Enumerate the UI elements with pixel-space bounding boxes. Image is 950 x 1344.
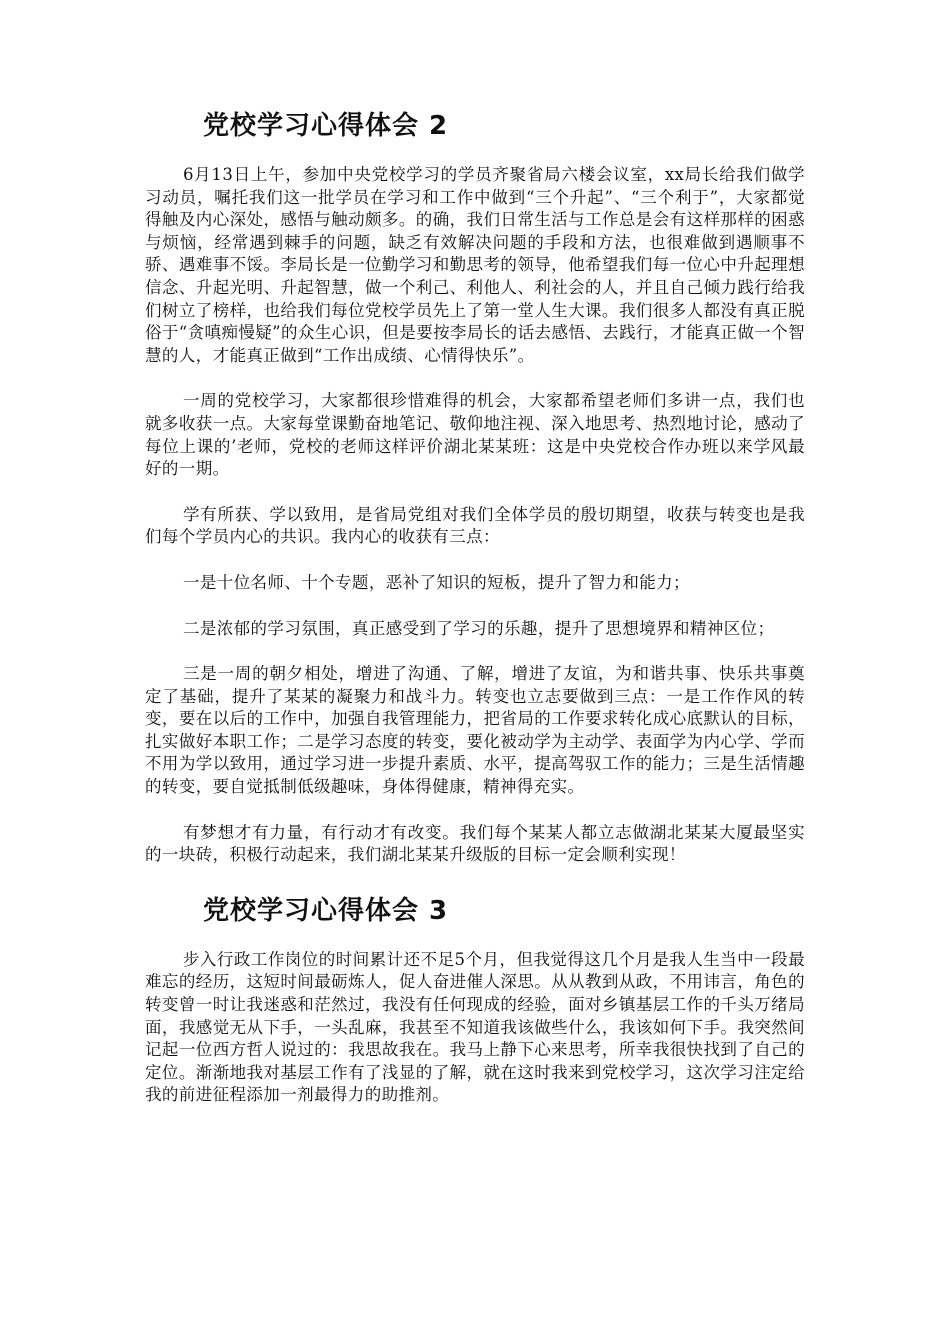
paragraph: 有梦想才有力量，有行动才有改变。我们每个某某人都立志做湖北某某大厦最坚实的一块砖，积极行动起来，我们湖北某某升级版的目标一定会顺利实现！ [145, 822, 805, 865]
section-title: 党校学习心得体会 2 [203, 111, 449, 141]
document-page [145, 108, 805, 1130]
paragraph: 6月13日上午，参加中央党校学习的学员齐聚省局六楼会议室，xx局长给我们做学习动员，嘱托我们这一批学员在学习和工作中做到“三个升起”、“三个利于”，大家都觉得触及内心深处，感悟与触动颇多。的确，我们日常生活与工作总是会有这样那样的困惑与烦恼，经常遇到棘手的问题，缺乏有效解决问题的手段和方法，也很难做到遇顺事不骄、遇难事不馁。李局长是一位勤学习和勤思考的领导，他希望我们每一位心中升起理想信念、升起光明、升起智慧，做一个利己、利他人、利社会的人，并且自己倾力践行给我们树立了榜样，也给我们每位党校学员先上了第一堂人生大课。我们很多人都没有真正脱俗于“贪嗔痴慢疑”的众生心识，但是要按李局长的话去感悟、去践行，才能真正做一个智慧的人，才能真正做到“工作出成绩、心情得快乐”。 [145, 165, 805, 365]
paragraph: 三是一周的朝夕相处，增进了沟通、了解，增进了友谊，为和谐共事、快乐共事奠定了基础，提升了某某的凝聚力和战斗力。转变也立志要做到三点：一是工作作风的转变，要在以后的工作中，加强自我管理能力，把省局的工作要求转化成心底默认的目标，扎实做好本职工作；二是学习态度的转变，要化被动学为主动学、表面学为内心学、学而不用为学以致用，通过学习进一步提升素质、水平，提高驾驭工作的能力；三是生活情趣的转变，要自觉抵制低级趣味，身体得健康，精神得充实。 [145, 664, 805, 797]
paragraph: 一是十位名师、十个专题，恶补了知识的短板，提升了智力和能力； [182, 572, 690, 592]
paragraph: 一周的党校学习，大家都很珍惜难得的机会，大家都希望老师们多讲一点，我们也就多收获一点。大家每堂课勤奋地笔记、敬仰地注视、深入地思考、热烈地讨论，感动了每位上课的’老师，党校的老师这样评价湖北某某班：这是中央党校合作办班以来学风最好的一期。 [145, 391, 805, 479]
paragraph: 学有所获、学以致用，是省局党组对我们全体学员的殷切期望，收获与转变也是我们每个学员内心的共识。我内心的收获有三点： [145, 504, 805, 547]
section-title: 党校学习心得体会 3 [203, 895, 449, 926]
paragraph: 步入行政工作岗位的时间累计还不足5个月，但我觉得这几个月是我人生当中一段最难忘的经历，这短时间最砺炼人，促人奋进催人深思。从从教到从政，不用讳言，角色的转变曾一时让我迷惑和茫然过，我没有任何现成的经验，面对乡镇基层工作的千头万绪局面，我感觉无从下手，一头乱麻，我甚至不知道我该做些什么，我该如何下手。我突然间记起一位西方哲人说过的：我思故我在。我马上静下心来思考，所幸我很快找到了自己的定位。渐渐地我对基层工作有了浅显的了解，就在这时我来到党校学习，这次学习注定给我的前进征程添加一剂最得力的助推剂。 [145, 949, 805, 1105]
paragraph: 二是浓郁的学习氛围，真正感受到了学习的乐趣，提升了思想境界和精神区位； [182, 618, 775, 638]
